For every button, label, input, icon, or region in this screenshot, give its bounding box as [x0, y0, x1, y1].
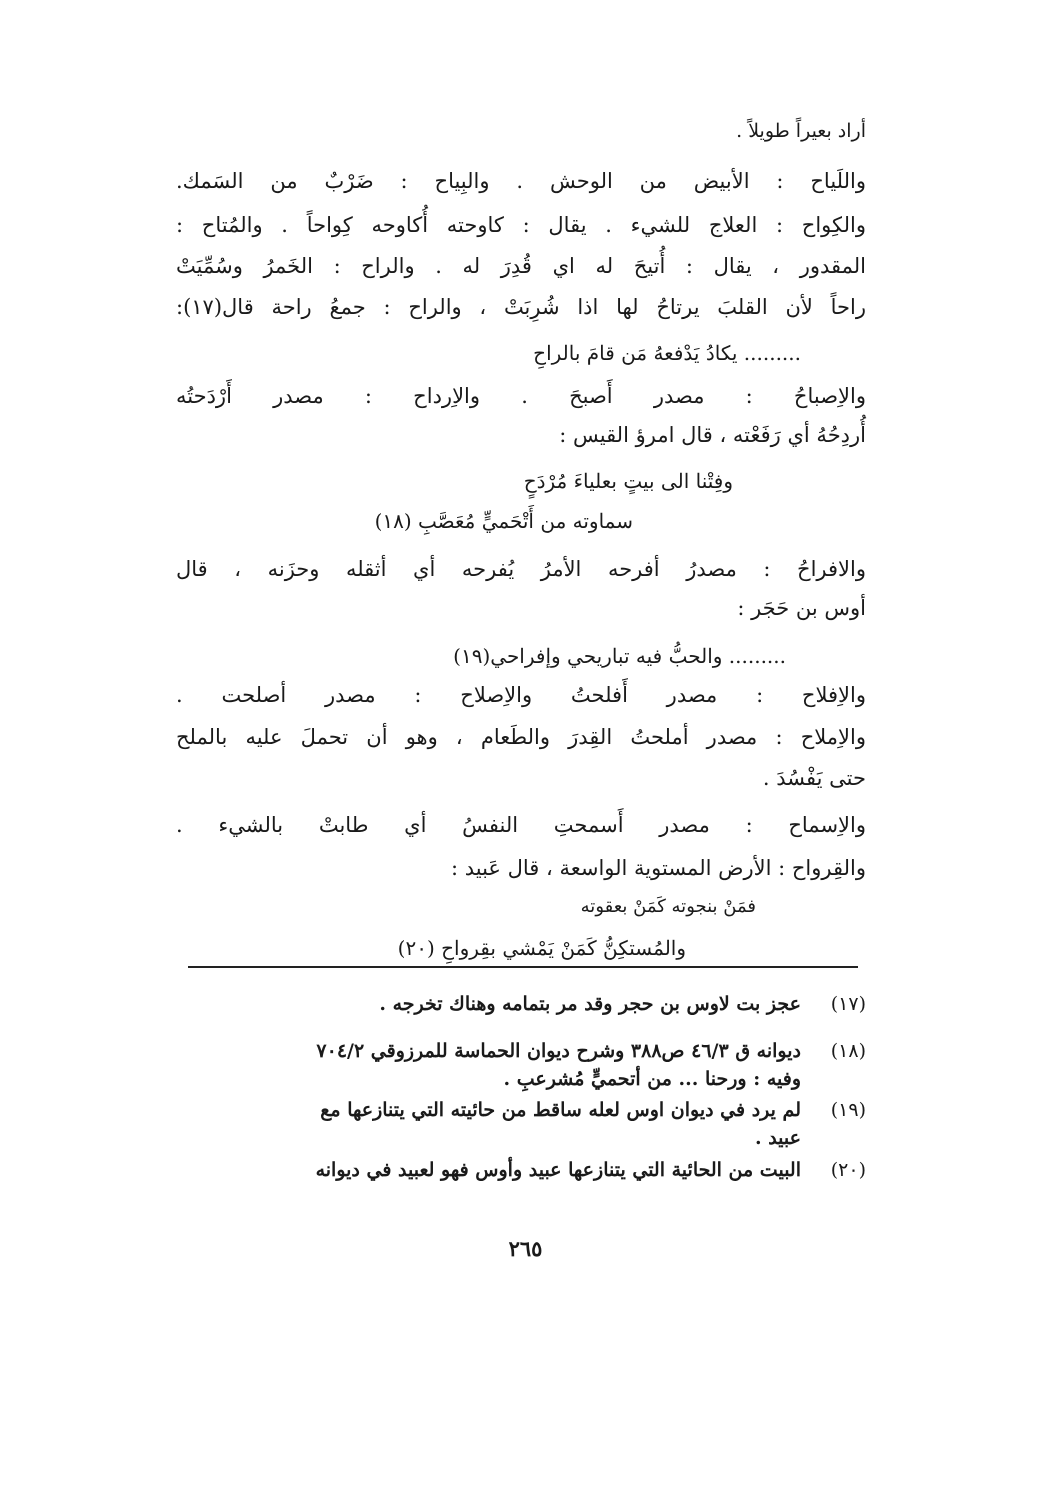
text-line: أُردِحُهُ أي رَفَعْته ، قال امرؤ القيس : — [559, 423, 866, 447]
verse-line: والمُستكِنُّ كَمَنْ يَمْشي بقِرواحِ (٢٠) — [397, 936, 686, 960]
footnote-text: عجز بت لاوس بن حجر وقد مر بتمامه وهناك تخرجه . — [379, 993, 801, 1015]
text-line: والكِواح : العلاج للشيء . يقال : كاوحته أُكاوحه كِواحاً . والمُتاح : — [176, 213, 866, 237]
text-line: المقدور ، يقال : أُتيحَ له اي قُدِرَ له . والراح : الخَمرُ وسُمِّيَتْ — [176, 254, 866, 278]
text-line: والاِسماح : مصدر أَسمحتِ النفسُ أي طابتْ بالشيء . — [176, 813, 866, 837]
text-line: أوس بن حَجَر : — [737, 596, 866, 620]
footnote-number: (٢٠) — [830, 1159, 866, 1181]
text-line: والقِرواح : الأرض المستوية الواسعة ، قال عَبيد : — [450, 856, 866, 880]
footnote-text: ديوانه ق ٤٦/٣ ص٣٨٨ وشرح ديوان الحماسة للمرزوقي ٧٠٤/٢ — [316, 1040, 801, 1062]
text-line: حتى يَفْسُدَ . — [762, 766, 866, 790]
footnote-text: البيت من الحائية التي يتنازعها عبيد وأوس فهو لعبيد في ديوانه — [315, 1159, 801, 1181]
verse-line: وفِتْنا الى بيتٍ بعلياءَ مُرْدَحٍ — [523, 469, 733, 493]
footnote-number: (١٧) — [830, 993, 866, 1015]
footnote-number: (١٨) — [830, 1040, 866, 1062]
text-line: والاِملاح : مصدر أملحتُ القِدرَ والطَعام ، وهو أن تحملَ عليه بالملح — [176, 725, 866, 749]
footnote-text: عبيد . — [754, 1127, 801, 1149]
verse-line: ......... يكادُ يَدْفعهُ مَن قامَ بالراحِ — [533, 341, 801, 365]
text-line: واللَياح : الأبيض من الوحش . والبِياح : ضَرْبٌ من السَمك. — [176, 169, 866, 193]
text-line: راحاً لأن القلبَ يرتاحُ لها اذا شُرِبَتْ ، والراح : جمعُ راحة قال(١٧): — [176, 295, 866, 319]
footnote-separator — [188, 966, 858, 968]
verse-line: سماوته من أَتْحَميٍّ مُعَصَّبِ (١٨) — [374, 509, 633, 533]
footnote-number: (١٩) — [830, 1099, 866, 1121]
verse-line: فمَنْ بنجوته كَمَنْ بعقوته — [580, 896, 756, 917]
page-number: ٢٦٥ — [508, 1236, 543, 1261]
text-line: والافراحُ : مصدرُ أفرحه الأمرُ يُفرحه أي أثقله وحزَنه ، قال — [176, 557, 866, 581]
text-line: أراد بعيراً طويلاً . — [736, 120, 866, 142]
footnote-text: وفيه : ورحنا ... من أتحميٍّ مُشرعبِ . — [503, 1068, 801, 1090]
verse-line: ......... والحبُّ فيه تباريحي وإفراحي(١٩) — [453, 644, 786, 668]
text-line: والاِفلاح : مصدر أَفلحتُ والاِصلاح : مصدر أصلحت . — [176, 683, 866, 707]
footnote-text: لم يرد في ديوان اوس لعله ساقط من حائيته التي يتنازعها مع — [320, 1099, 801, 1121]
text-line: والاِصباحُ : مصدر أَصبحَ . والاِرداح : مصدر أَرْدَحتُه — [176, 384, 866, 408]
